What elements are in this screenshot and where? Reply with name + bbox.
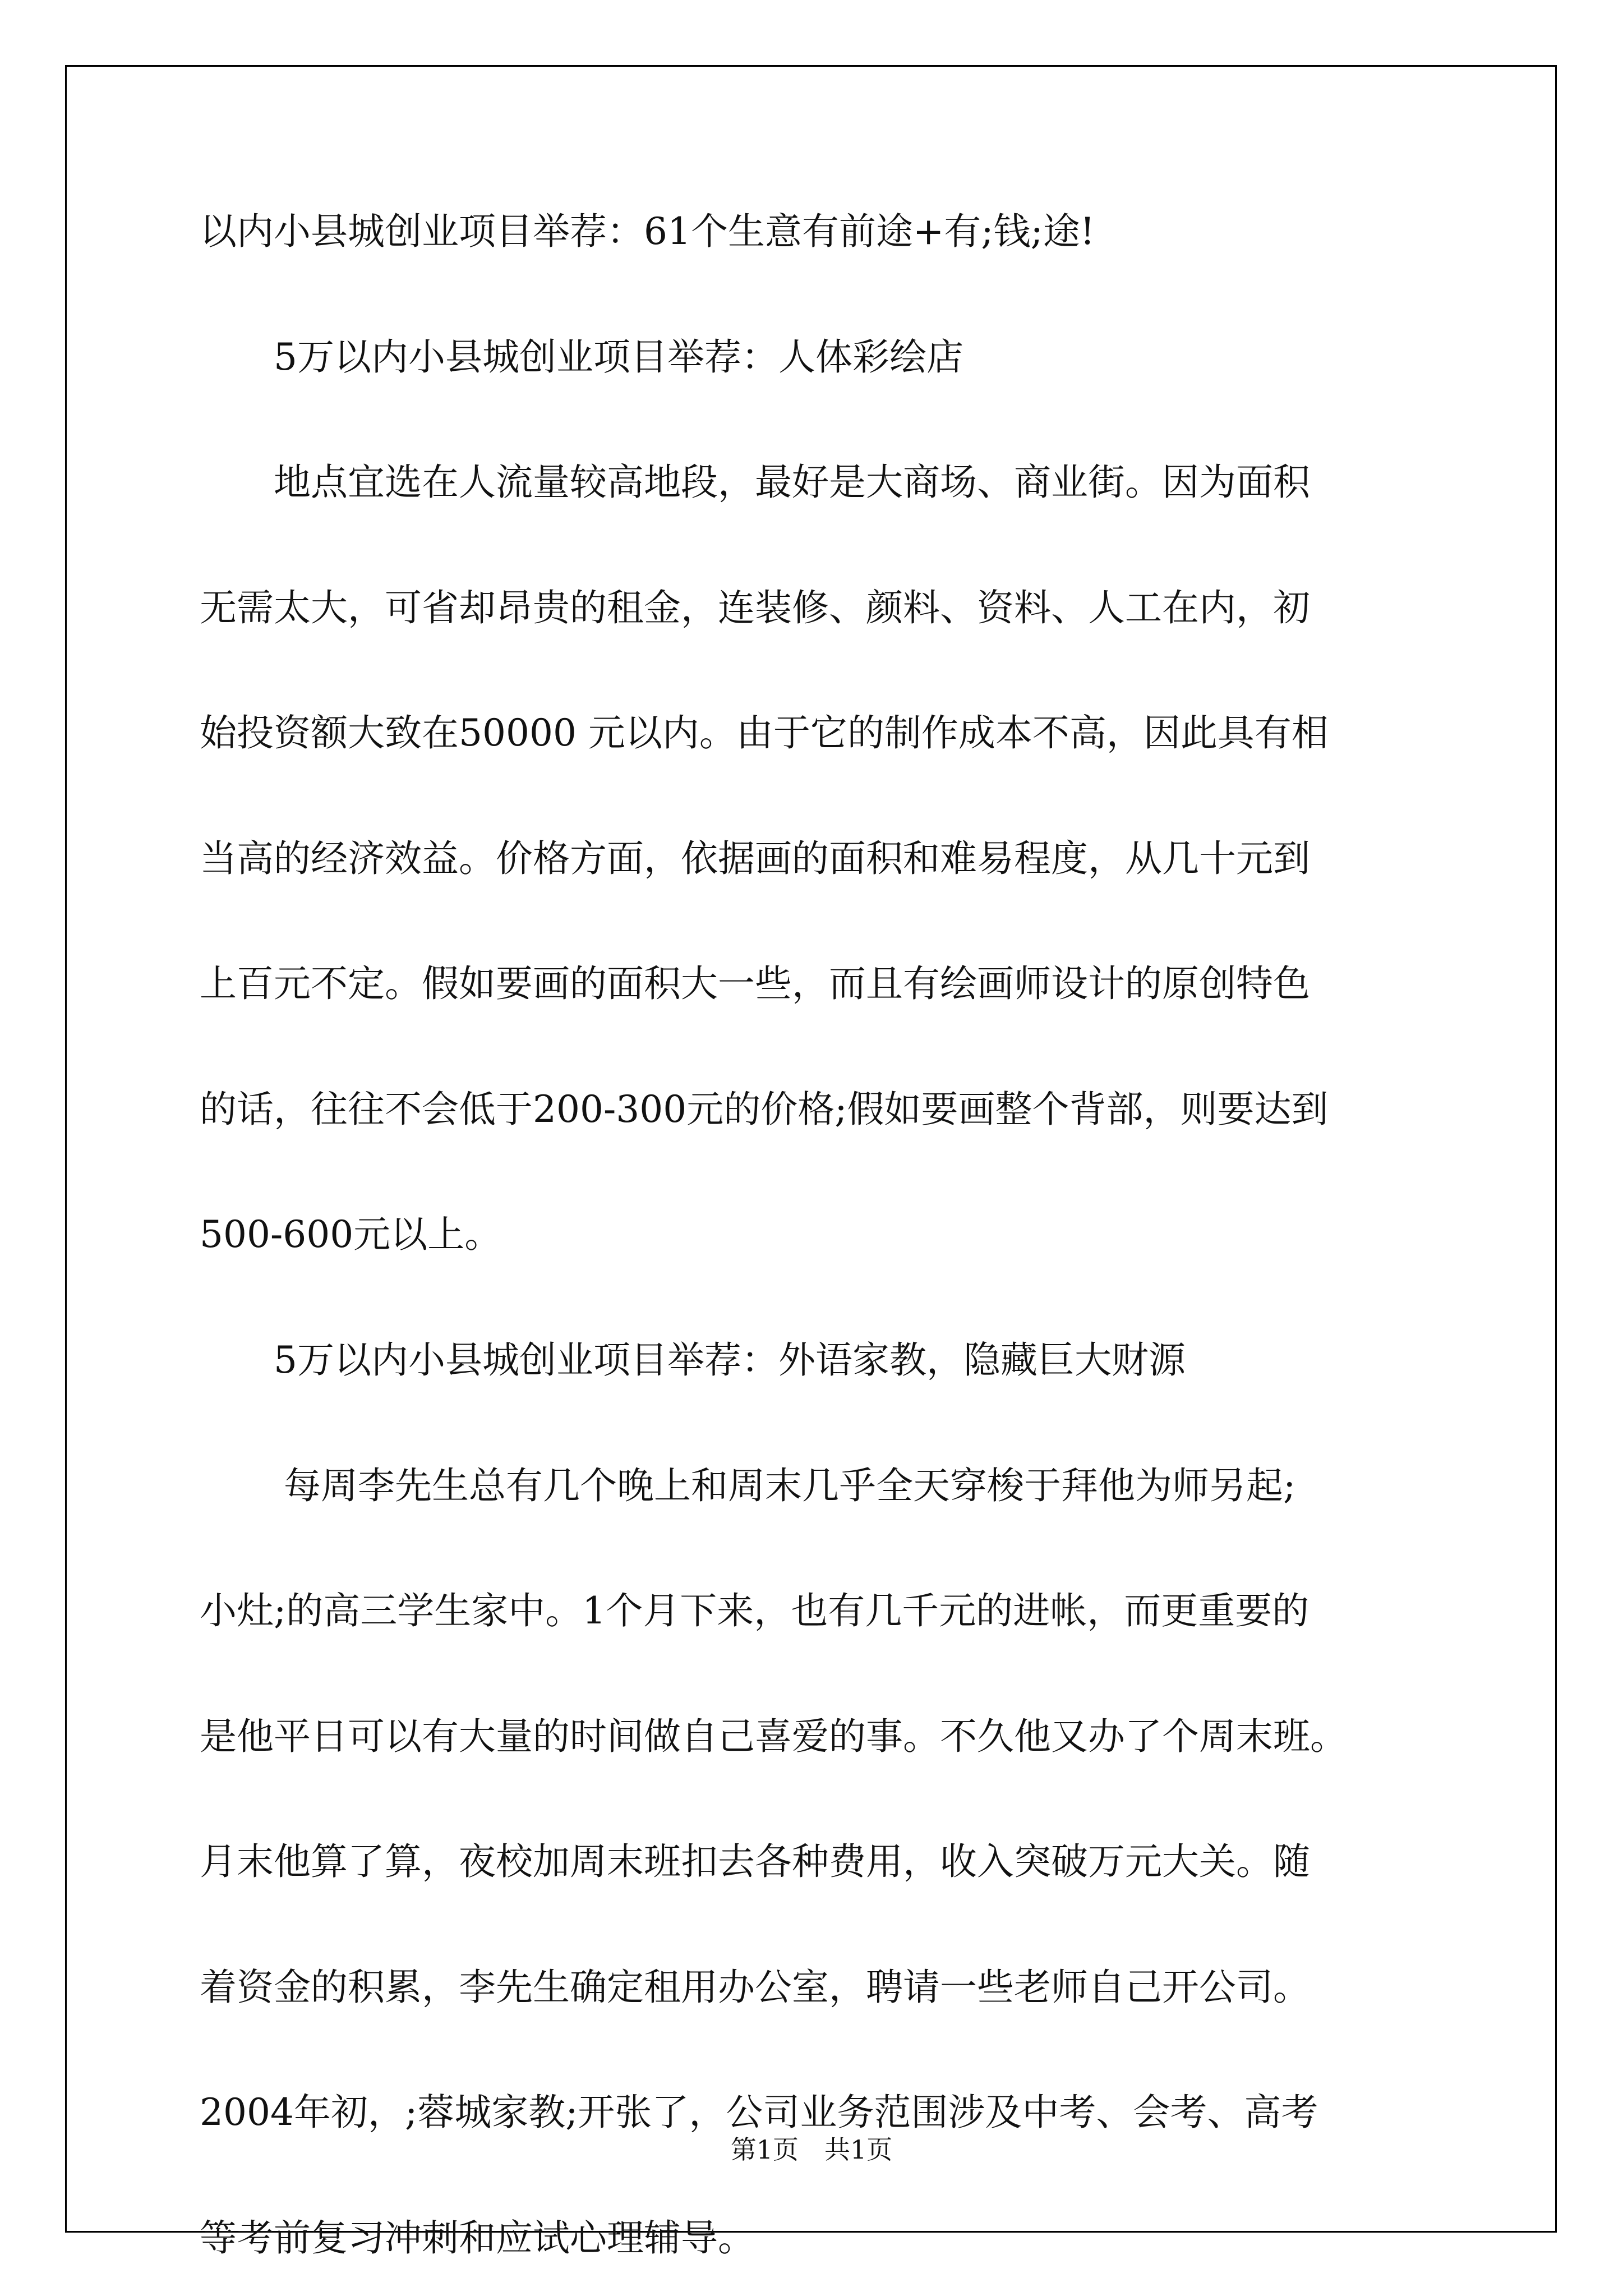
paragraph-line: 500-600元以上。	[200, 1213, 502, 1256]
section-heading: 5万以内小县城创业项目举荐：人体彩绘店	[274, 335, 963, 379]
paragraph-line: 地点宜选在人流量较高地段，最好是大商场、商业街。因为面积	[274, 461, 1310, 504]
paragraph-line: 小灶;的高三学生家中。1个月下来，也有几千元的进帐，而更重要的	[200, 1589, 1310, 1632]
paragraph-line: 始投资额大致在50000 元以内。由于它的制作成本不高，因此具有相	[200, 711, 1329, 754]
paragraph-line: 的话，往往不会低于200-300元的价格;假如要画整个背部，则要达到	[200, 1088, 1329, 1131]
paragraph-line: 等考前复习冲刺和应试心理辅导。	[200, 2216, 755, 2260]
paragraph-line: 着资金的积累，李先生确定租用办公室，聘请一些老师自己开公司。	[200, 1966, 1310, 2009]
paragraph-line: 无需太大，可省却昂贵的租金，连装修、颜料、资料、人工在内，初	[200, 586, 1310, 629]
text-line: 以内小县城创业项目举荐：61个生意有前途+有;钱;途!	[200, 210, 1095, 253]
section-heading: 5万以内小县城创业项目举荐：外语家教，隐藏巨大财源	[274, 1338, 1186, 1382]
paragraph-line: 是他平日可以有大量的时间做自己喜爱的事。不久他又办了个周末班。	[200, 1715, 1347, 1758]
paragraph-line: 当高的经济效益。价格方面，依据画的面积和难易程度，从几十元到	[200, 837, 1310, 880]
page-number: 第1页 共1页	[730, 2134, 893, 2165]
paragraph-line: 每周李先生总有几个晚上和周末几乎全天穿梭于拜他为师另起;	[284, 1464, 1296, 1507]
page-border	[65, 65, 1557, 2233]
paragraph-line: 2004年初，;蓉城家教;开张了，公司业务范围涉及中考、会考、高考	[200, 2091, 1318, 2134]
paragraph-line: 月末他算了算，夜校加周末班扣去各种费用，收入突破万元大关。随	[200, 1840, 1310, 1883]
paragraph-line: 上百元不定。假如要画的面积大一些，而且有绘画师设计的原创特色	[200, 962, 1310, 1005]
